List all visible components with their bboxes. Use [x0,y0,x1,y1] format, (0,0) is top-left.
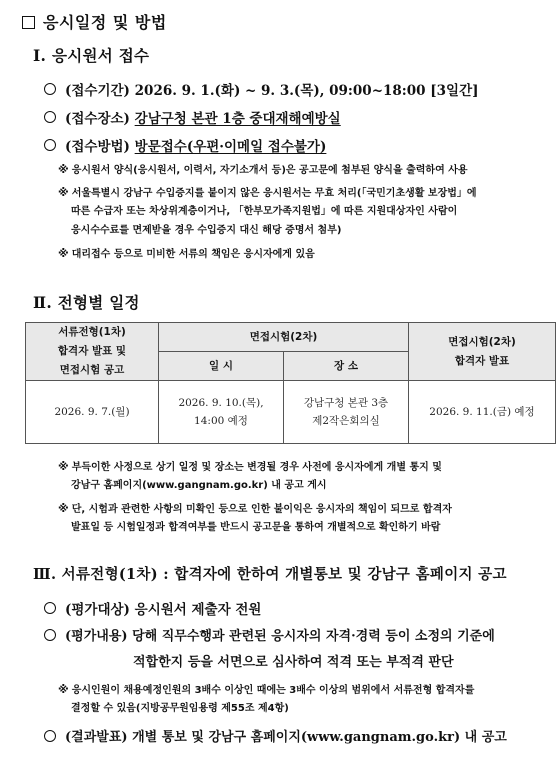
part1-note-2: ※ 서울특별시 강남구 수입증지를 붙이지 않은 응시원서는 무효 처리(「국민기초생활 보장법」에 [58,186,477,199]
part2-note-2: ※ 단, 시험과 관련한 사항의 미확인 등으로 인한 불이익은 응시자의 책임이 되므로 합격자 [58,502,452,515]
part1-item-method: (접수방법) 방문접수(우편·이메일 접수불가) [44,135,326,155]
part1-note-2-cont1: 따른 수급자 또는 차상위계층이거나, 「한부모가족지원법」에 따른 지원대상자인 사람이 [71,206,458,217]
part3-heading: Ⅲ. 서류전형(1차) : 합격자에 한하여 개별통보 및 강남구 홈페이지 공고 [33,566,507,583]
header-place: 장 소 [284,352,409,381]
part3-item-content-cont: 적합한지 등을 서면으로 심사하여 적격 또는 부적격 판단 [133,655,454,670]
schedule-table [25,322,556,444]
circle-bullet-icon [44,83,56,95]
header-datetime: 일 시 [159,352,284,381]
part1-note-1: ※ 응시원서 양식(응시원서, 이력서, 자기소개서 등)은 공고문에 첨부된 양식을 출력하여 사용 [58,163,468,176]
part1-item-place: (접수장소) 강남구청 본관 1층 중대재해예방실 [44,107,341,127]
part3-item-result: (결과발표) 개별 통보 및 강남구 홈페이지(www.gangnam.go.kr) 내 공고 [44,726,507,745]
part2-heading: Ⅱ. 전형별 일정 [33,293,140,312]
cell-interview-place: 강남구청 본관 3층 제2작은회의실 [284,381,409,444]
part2-note-1-cont: 강남구 홈페이지(www.gangnam.go.kr) 내 공고 게시 [71,480,327,491]
part1-heading: Ⅰ. 응시원서 접수 [33,46,150,65]
checkbox-icon [22,16,35,29]
cell-interview-datetime: 2026. 9. 10.(목), 14:00 예정 [159,381,284,444]
part1-note-3: ※ 대리접수 등으로 미비한 서류의 책임은 응시자에게 있음 [58,247,315,260]
part3-note-1: ※ 응시인원이 채용예정인원의 3배수 이상인 때에는 3배수 이상의 범위에서 서류전형 합격자를 [58,683,475,696]
header-interview-result: 면접시험(2차) 합격자 발표 [409,323,556,381]
part3-note-1-cont: 결정할 수 있음(지방공무원임용령 제55조 제4항) [71,703,289,714]
cell-doc-result-date: 2026. 9. 7.(월) [26,381,159,444]
header-doc-screening: 서류전형(1차) 합격자 발표 및 면접시험 공고 [26,323,159,381]
circle-bullet-icon [44,602,56,614]
part2-note-2-cont: 발표일 등 시험일정과 합격여부를 반드시 공고문을 통하여 개별적으로 확인하기 바람 [71,522,441,533]
part1-item-period: (접수기간) 2026. 9. 1.(화) ~ 9. 3.(목), 09:00~18:00 [3일간] [44,79,479,99]
part2-note-1: ※ 부득이한 사정으로 상기 일정 및 장소는 변경될 경우 사전에 응시자에게 개별 통지 및 [58,460,442,473]
part1-note-2-cont2: 응시수수료를 면제받을 경우 수입증지 대신 해당 증명서 첨부) [71,225,342,236]
cell-interview-result-date: 2026. 9. 11.(금) 예정 [409,381,556,444]
header-interview: 면접시험(2차) [159,323,409,352]
part3-item-content: (평가내용) 당해 직무수행과 관련된 응시자의 자격·경력 등이 소정의 기준에 [44,625,495,644]
part3-item-target: (평가대상) 응시원서 제출자 전원 [44,598,261,618]
circle-bullet-icon [44,730,56,742]
circle-bullet-icon [44,139,56,151]
section-title: 응시일정 및 방법 [22,10,167,33]
circle-bullet-icon [44,111,56,123]
circle-bullet-icon [44,629,56,641]
